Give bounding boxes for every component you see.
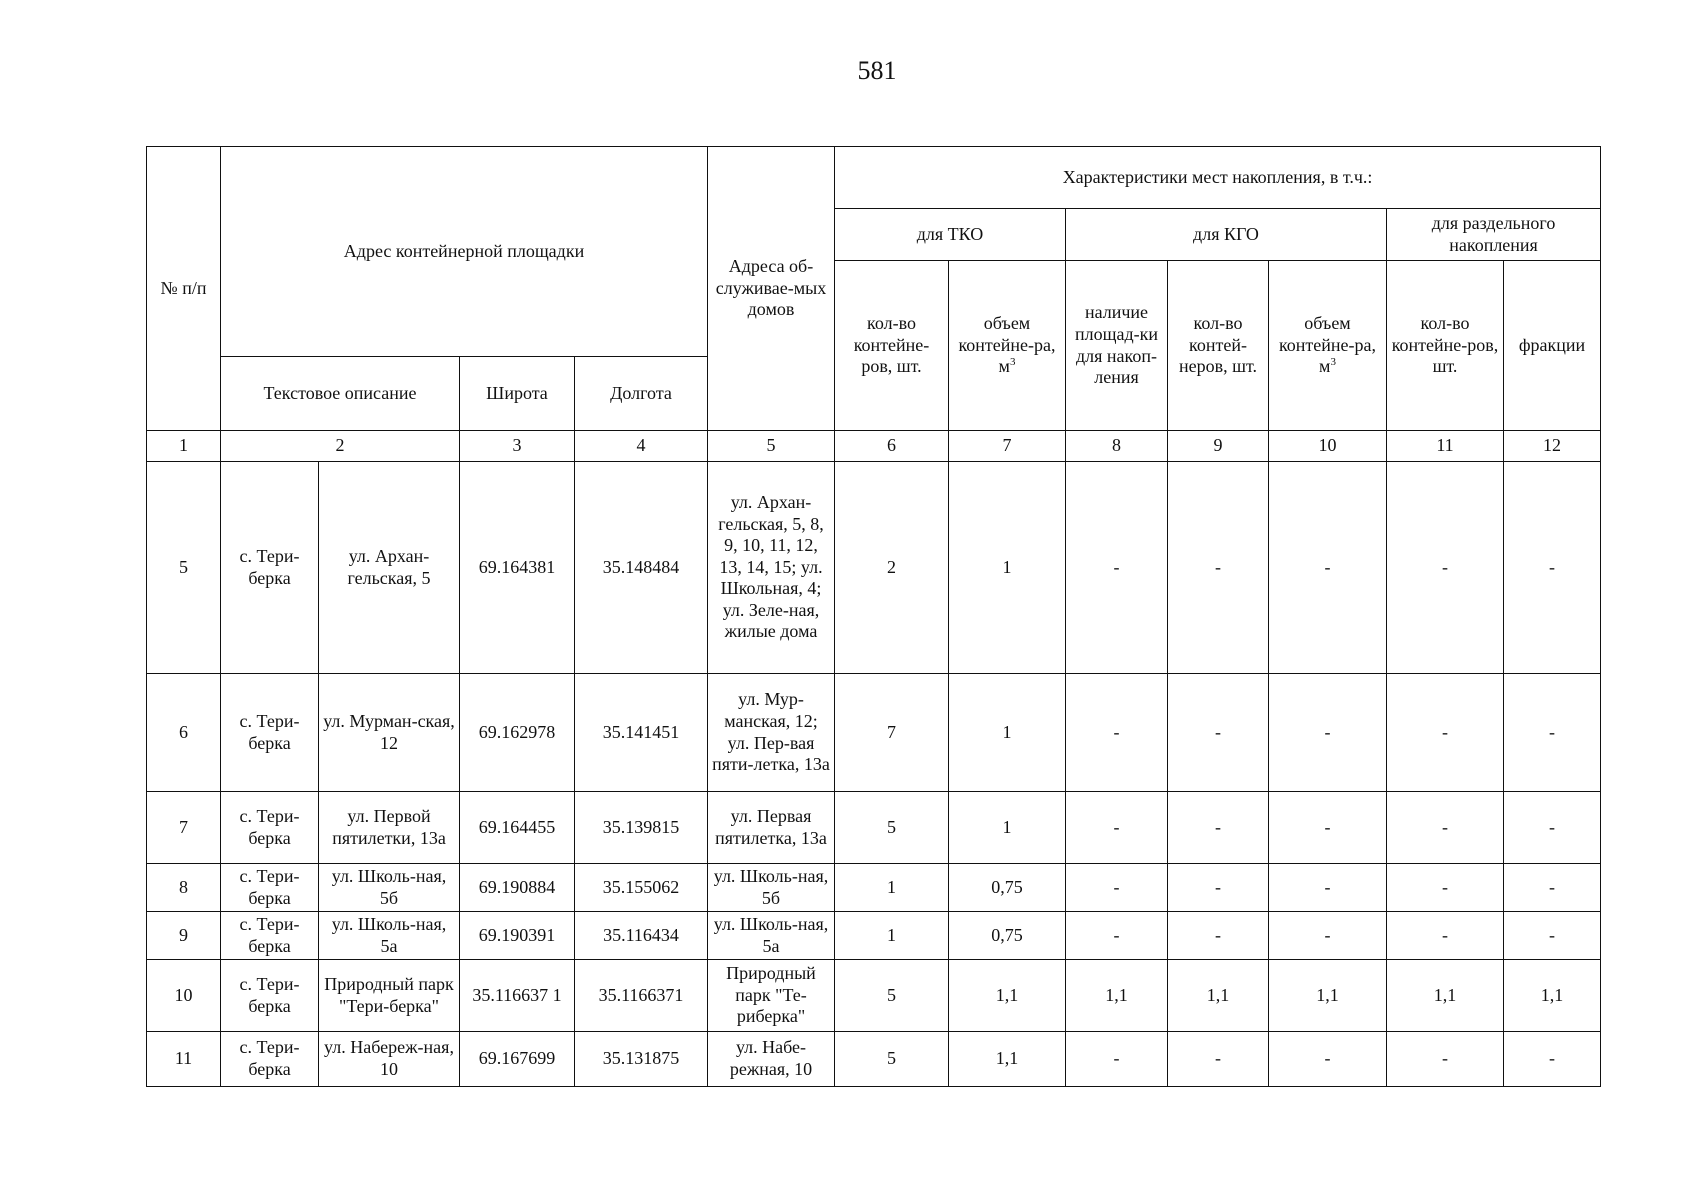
- cell-tko-count: 7: [835, 674, 949, 792]
- cell-sep-count: -: [1387, 1032, 1504, 1087]
- cell-street: Природный парк "Тери-берка": [319, 960, 460, 1032]
- cell-number: 6: [147, 674, 221, 792]
- cell-tko-volume: 1: [949, 792, 1066, 864]
- cell-served-houses: ул. Первая пятилетка, 13а: [708, 792, 835, 864]
- cell-latitude: 69.164381: [460, 462, 575, 674]
- cell-longitude: 35.116434: [575, 912, 708, 960]
- cell-latitude: 69.162978: [460, 674, 575, 792]
- cell-served-houses: ул. Школь-ная, 5а: [708, 912, 835, 960]
- cell-sep-count: -: [1387, 462, 1504, 674]
- cell-settlement: с. Тери-берка: [221, 462, 319, 674]
- cell-latitude: 69.190884: [460, 864, 575, 912]
- cell-kgo-site: -: [1066, 912, 1168, 960]
- header-kgo-volume-unit: м: [1319, 356, 1331, 377]
- cell-served-houses: ул. Мур-манская, 12; ул. Пер-вая пяти-летка, 13а: [708, 674, 835, 792]
- cell-number: 5: [147, 462, 221, 674]
- column-number: 9: [1168, 431, 1269, 462]
- cell-kgo-site: 1,1: [1066, 960, 1168, 1032]
- column-number: 3: [460, 431, 575, 462]
- column-number: 10: [1269, 431, 1387, 462]
- cell-sep-fractions: -: [1504, 1032, 1601, 1087]
- header-characteristics: Характеристики мест накопления, в т.ч.:: [835, 147, 1601, 209]
- cell-kgo-count: -: [1168, 792, 1269, 864]
- column-number: 6: [835, 431, 949, 462]
- cell-served-houses: ул. Архан-гельская, 5, 8, 9, 10, 11, 12, 13, 14, 15; ул. Школьная, 4; ул. Зеле-ная, жилые дома: [708, 462, 835, 674]
- column-number: 2: [221, 431, 460, 462]
- cell-number: 8: [147, 864, 221, 912]
- cell-sep-fractions: -: [1504, 864, 1601, 912]
- cell-kgo-count: -: [1168, 462, 1269, 674]
- cell-street: ул. Школь-ная, 5а: [319, 912, 460, 960]
- table-row: [147, 960, 1601, 1032]
- column-number-row: [147, 431, 1601, 462]
- cell-tko-volume: 1: [949, 462, 1066, 674]
- cell-kgo-volume: -: [1269, 912, 1387, 960]
- cell-latitude: 35.116637 1: [460, 960, 575, 1032]
- cell-number: 11: [147, 1032, 221, 1087]
- cell-sep-count: 1,1: [1387, 960, 1504, 1032]
- cell-tko-volume: 1,1: [949, 960, 1066, 1032]
- cell-kgo-count: -: [1168, 674, 1269, 792]
- cell-tko-count: 2: [835, 462, 949, 674]
- table-row: [147, 912, 1601, 960]
- column-number: 1: [147, 431, 221, 462]
- cell-latitude: 69.164455: [460, 792, 575, 864]
- column-number: 4: [575, 431, 708, 462]
- header-kgo-site: наличие площад-ки для накоп-ления: [1066, 261, 1168, 431]
- cell-number: 7: [147, 792, 221, 864]
- header-kgo-count: кол-во контей-неров, шт.: [1168, 261, 1269, 431]
- page-number: 581: [857, 56, 897, 85]
- cell-kgo-volume: -: [1269, 674, 1387, 792]
- header-kgo-volume: [1269, 261, 1387, 431]
- cell-tko-count: 5: [835, 792, 949, 864]
- cell-tko-count: 1: [835, 864, 949, 912]
- cell-latitude: 69.190391: [460, 912, 575, 960]
- cell-settlement: с. Тери-берка: [221, 674, 319, 792]
- table-row: [147, 792, 1601, 864]
- header-tko-volume-label: объем контейне-ра,: [958, 313, 1056, 355]
- cell-kgo-volume: -: [1269, 792, 1387, 864]
- cell-settlement: с. Тери-берка: [221, 864, 319, 912]
- cell-tko-count: 5: [835, 960, 949, 1032]
- cell-longitude: 35.131875: [575, 1032, 708, 1087]
- cell-number: 10: [147, 960, 221, 1032]
- cell-served-houses: ул. Школь-ная, 5б: [708, 864, 835, 912]
- cell-settlement: с. Тери-берка: [221, 912, 319, 960]
- cell-tko-count: 1: [835, 912, 949, 960]
- table-row: [147, 864, 1601, 912]
- cell-sep-count: -: [1387, 864, 1504, 912]
- table-row: [147, 1032, 1601, 1087]
- cell-tko-volume: 1: [949, 674, 1066, 792]
- cell-tko-volume: 0,75: [949, 864, 1066, 912]
- cell-kgo-count: 1,1: [1168, 960, 1269, 1032]
- cell-kgo-volume: 1,1: [1269, 960, 1387, 1032]
- cell-longitude: 35.155062: [575, 864, 708, 912]
- column-number: 5: [708, 431, 835, 462]
- cell-kgo-site: -: [1066, 1032, 1168, 1087]
- column-number: 7: [949, 431, 1066, 462]
- header-served-houses: Адреса об-служивае-мых домов: [708, 147, 835, 431]
- cell-served-houses: Природный парк "Те-риберка": [708, 960, 835, 1032]
- header-latitude: Широта: [460, 357, 575, 431]
- cell-sep-count: -: [1387, 792, 1504, 864]
- cell-longitude: 35.1166371: [575, 960, 708, 1032]
- header-kgo-volume-exponent: 3: [1330, 356, 1336, 369]
- cell-street: ул. Мурман-ская, 12: [319, 674, 460, 792]
- header-address-group: Адрес контейнерной площадки: [221, 147, 708, 357]
- cell-sep-fractions: -: [1504, 792, 1601, 864]
- header-text-description: Текстовое описание: [221, 357, 460, 431]
- cell-sep-fractions: -: [1504, 912, 1601, 960]
- cell-street: ул. Набереж-ная, 10: [319, 1032, 460, 1087]
- cell-tko-volume: 0,75: [949, 912, 1066, 960]
- header-sep-count: кол-во контейне-ров, шт.: [1387, 261, 1504, 431]
- cell-number: 9: [147, 912, 221, 960]
- cell-sep-fractions: 1,1: [1504, 960, 1601, 1032]
- cell-kgo-volume: -: [1269, 462, 1387, 674]
- header-tko-volume-exponent: 3: [1009, 356, 1016, 369]
- cell-settlement: с. Тери-берка: [221, 1032, 319, 1087]
- cell-served-houses: ул. Набе-режная, 10: [708, 1032, 835, 1087]
- cell-kgo-site: -: [1066, 864, 1168, 912]
- container-sites-table: [146, 146, 1601, 1087]
- header-for-separate: для раздельного накопления: [1387, 209, 1601, 261]
- cell-latitude: 69.167699: [460, 1032, 575, 1087]
- cell-settlement: с. Тери-берка: [221, 960, 319, 1032]
- cell-longitude: 35.139815: [575, 792, 708, 864]
- cell-kgo-volume: -: [1269, 864, 1387, 912]
- header-row-number: № п/п: [147, 147, 221, 431]
- cell-kgo-volume: -: [1269, 1032, 1387, 1087]
- header-tko-count: кол-во контейне-ров, шт.: [835, 261, 949, 431]
- header-for-tko: для ТКО: [835, 209, 1066, 261]
- header-kgo-volume-label: объем контейне-ра,: [1278, 313, 1377, 355]
- cell-street: ул. Первой пятилетки, 13а: [319, 792, 460, 864]
- cell-sep-fractions: -: [1504, 462, 1601, 674]
- column-number: 12: [1504, 431, 1601, 462]
- header-sep-fractions: фракции: [1504, 261, 1601, 431]
- header-longitude: Долгота: [575, 357, 708, 431]
- cell-sep-count: -: [1387, 912, 1504, 960]
- cell-kgo-count: -: [1168, 1032, 1269, 1087]
- cell-longitude: 35.148484: [575, 462, 708, 674]
- header-tko-volume: [949, 261, 1066, 431]
- cell-street: ул. Школь-ная, 5б: [319, 864, 460, 912]
- cell-tko-count: 5: [835, 1032, 949, 1087]
- cell-tko-volume: 1,1: [949, 1032, 1066, 1087]
- table-row: [147, 462, 1601, 674]
- header-tko-volume-unit: м: [998, 356, 1010, 377]
- table-row: [147, 674, 1601, 792]
- column-number: 8: [1066, 431, 1168, 462]
- cell-kgo-count: -: [1168, 912, 1269, 960]
- cell-street: ул. Архан-гельская, 5: [319, 462, 460, 674]
- cell-sep-count: -: [1387, 674, 1504, 792]
- cell-settlement: с. Тери-берка: [221, 792, 319, 864]
- cell-kgo-site: -: [1066, 462, 1168, 674]
- cell-kgo-site: -: [1066, 792, 1168, 864]
- column-number: 11: [1387, 431, 1504, 462]
- cell-sep-fractions: -: [1504, 674, 1601, 792]
- cell-kgo-site: -: [1066, 674, 1168, 792]
- cell-longitude: 35.141451: [575, 674, 708, 792]
- header-for-kgo: для КГО: [1066, 209, 1387, 261]
- cell-kgo-count: -: [1168, 864, 1269, 912]
